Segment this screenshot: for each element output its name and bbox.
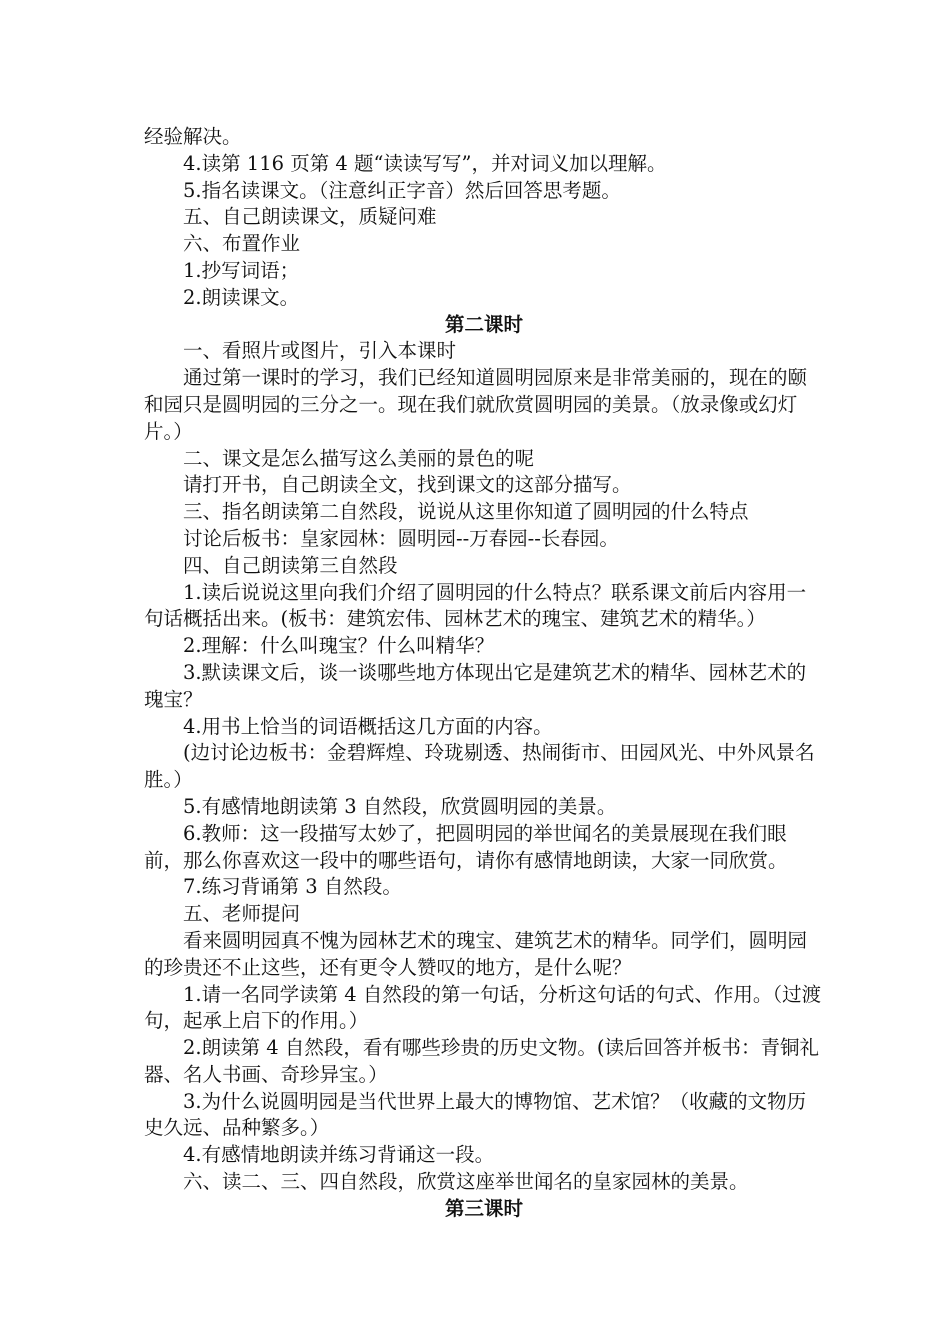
- list-item: 1.请一名同学读第 4 自然段的第一句话，分析这句话的句式、作用。（过渡句，起承上启下的作用。）: [144, 982, 822, 1033]
- list-item: 4.有感情地朗读并练习背诵这一段。: [183, 1143, 495, 1167]
- list-item: 7.练习背诵第 3 自然段。: [183, 875, 402, 899]
- paragraph: 请打开书，自己朗读全文，找到课文的这部分描写。: [183, 473, 632, 497]
- paragraph: 经验解决。: [144, 125, 242, 148]
- section-heading: 六、读二、三、四自然段，欣赏这座举世闻名的皇家园林的美景。: [183, 1170, 749, 1194]
- list-item: 1.读后说说这里向我们介绍了圆明园的什么特点？联系课文前后内容用一句话概括出来。(板书：建筑宏伟、园林艺术的瑰宝、建筑艺术的精华。）: [144, 580, 807, 631]
- section-heading: 六、布置作业: [183, 232, 301, 256]
- section-heading: 五、老师提问: [183, 902, 301, 926]
- list-item: 2.理解：什么叫瑰宝？什么叫精华？: [183, 634, 495, 658]
- list-item: 5.有感情地朗读第 3 自然段，欣赏圆明园的美景。: [183, 794, 617, 818]
- section-heading: 三、指名朗读第二自然段，说说从这里你知道了圆明园的什么特点: [183, 500, 749, 524]
- lesson-title: 第三课时: [444, 1196, 523, 1220]
- list-item: 3.为什么说圆明园是当代世界上最大的博物馆、艺术馆？（收藏的文物历史久远、品种繁多。）: [144, 1089, 807, 1140]
- section-heading: 一、看照片或图片，引入本课时: [183, 339, 457, 363]
- list-item: 1.抄写词语；: [183, 258, 300, 282]
- paragraph: 通过第一课时的学习，我们已经知道圆明园原来是非常美丽的，现在的颐和园只是圆明园的三分之一。现在我们就欣赏圆明园的美景。（放录像或幻灯片。）: [144, 366, 808, 443]
- list-item: 4.用书上恰当的词语概括这几方面的内容。: [183, 714, 553, 738]
- list-item: 6.教师：这一段描写太妙了，把圆明园的举世闻名的美景展现在我们眼前，那么你喜欢这一段中的哪些语句，请你有感情地朗读，大家一同欣赏。: [144, 821, 788, 872]
- list-item: 3.默读课文后，谈一谈哪些地方体现出它是建筑艺术的精华、园林艺术的瑰宝？: [144, 660, 807, 711]
- list-item: 2.朗读课文。: [183, 285, 300, 309]
- list-item: 2.朗读第 4 自然段，看有哪些珍贵的历史文物。(读后回答并板书：青铜礼器、名人书画、奇珍异宝。）: [144, 1036, 820, 1086]
- paragraph: (边讨论边板书：金碧辉煌、玲珑剔透、热闹街市、田园风光、中外风景名胜。）: [144, 741, 815, 792]
- section-heading: 四、自己朗读第三自然段: [183, 553, 398, 577]
- document-body: [144, 124, 824, 1223]
- section-heading: 二、课文是怎么描写这么美丽的景色的呢: [183, 446, 535, 470]
- paragraph: 5.指名读课文。（注意纠正字音）然后回答思考题。: [183, 178, 621, 202]
- paragraph: 讨论后板书：皇家园林：圆明园--万春园--长春园。: [183, 526, 619, 550]
- section-heading: 五、自己朗读课文，质疑问难: [183, 205, 437, 229]
- paragraph: 看来圆明园真不愧为园林艺术的瑰宝、建筑艺术的精华。同学们，圆明园的珍贵还不止这些，还有更令人赞叹的地方，是什么呢？: [144, 928, 808, 979]
- lesson-title: 第二课时: [444, 312, 523, 336]
- paragraph: 4.读第 116 页第 4 题“读读写写”，并对词义加以理解。: [183, 151, 667, 175]
